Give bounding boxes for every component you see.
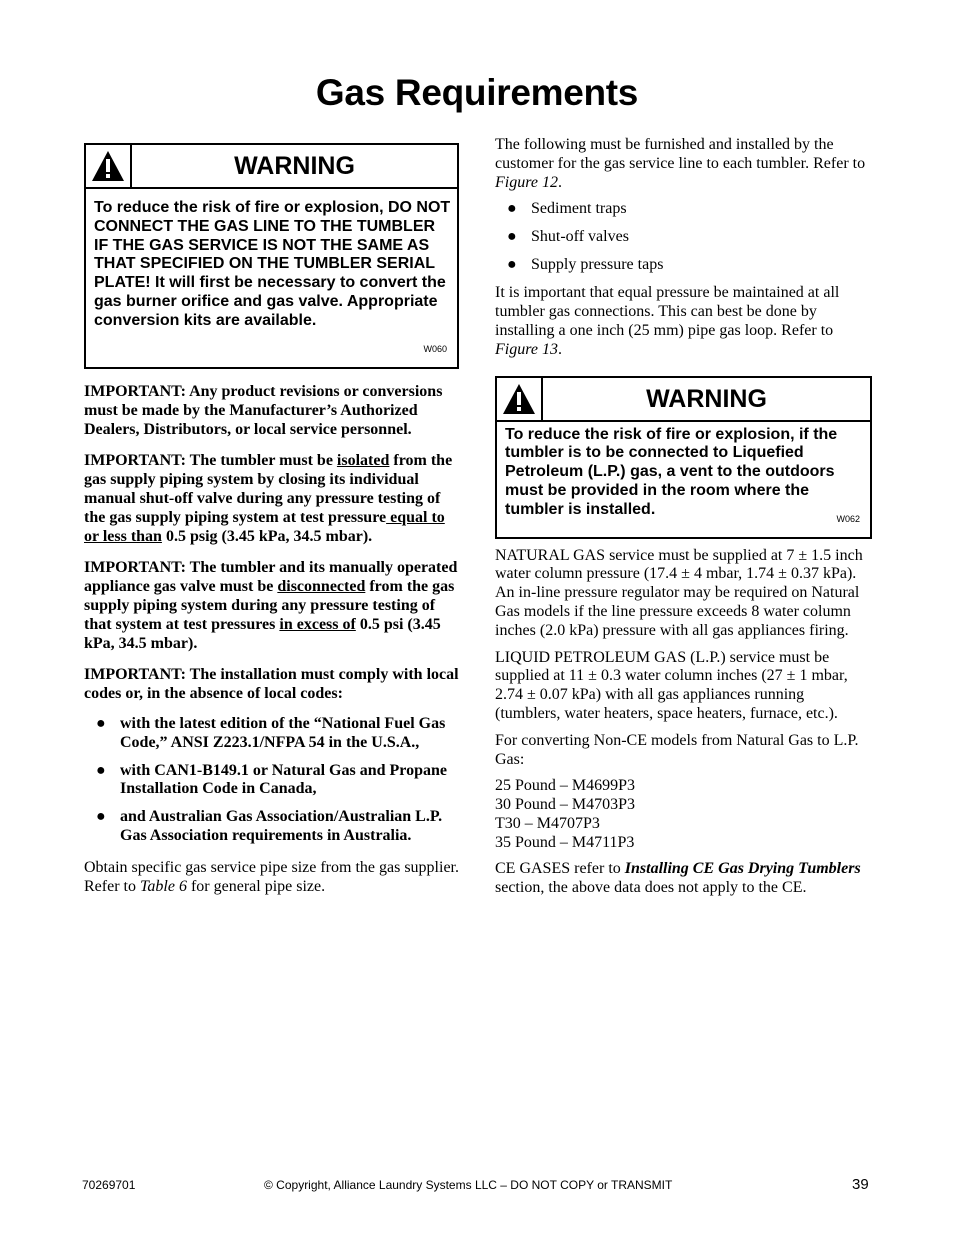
- furnished-intro: The following must be furnished and installed by the customer for the gas service line to each tumbler. Refer to Figure 12.: [495, 136, 866, 191]
- warning-triangle-icon: [86, 145, 132, 187]
- warning-code: W062: [836, 513, 860, 524]
- warning-box-w060: [84, 143, 459, 369]
- natural-gas-spec: NATURAL GAS service must be supplied at 7 ± 1.5 inch water column pressure (17.4 ± 4 mbar, 1.74 ± 0.37 kPa). An in-line pressure regulator may be required on Natural Gas models if the line pressure exceeds 8 water column inches (2.0 kPa) pressure with all gas appliances firing.: [495, 546, 863, 639]
- warning-text: To reduce the risk of fire or explosion, if the tumbler is to be connected to Liquefied Petroleum (L.P.) gas, a vent to the outdoors must be provided in the room where the tumbler is installed.: [505, 425, 838, 518]
- conversion-intro: For converting Non-CE models from Natural Gas to L.P. Gas:: [495, 731, 859, 768]
- warning-text: To reduce the risk of fire or explosion, DO NOT CONNECT THE GAS LINE TO THE TUMBLER IF THE GAS SERVICE IS NOT THE SAME AS THAT SPECIFIED ON THE TUMBLER SERIAL PLATE! It will first be necessary to convert the gas burner orifice and gas valve. Appropriate conversion kits are available.: [94, 199, 451, 329]
- right-column: [495, 136, 872, 911]
- footer-copyright: © Copyright, Alliance Laundry Systems LLC – DO NOT COPY or TRANSMIT: [264, 1178, 673, 1192]
- bullet-icon: ●: [96, 808, 106, 826]
- list-item: T30 – M4707P3: [495, 814, 600, 832]
- bullet-icon: ●: [507, 228, 517, 246]
- warning-box-w062: [495, 376, 872, 539]
- conversion-kit-list: [495, 777, 872, 852]
- warning-title: WARNING: [646, 384, 767, 413]
- footer-doc-number: 70269701: [82, 1178, 136, 1192]
- warning-header: [497, 378, 870, 422]
- bullet-icon: ●: [507, 256, 517, 274]
- important-codes: IMPORTANT: The installation must comply with local codes or, in the absence of local codes:: [84, 666, 459, 703]
- figure-13-ref[interactable]: Figure 13: [495, 340, 558, 358]
- important-revisions: IMPORTANT: Any product revisions or conversions must be made by the Manufacturer’s Authorized Dealers, Distributors, or local service personnel.: [84, 383, 443, 438]
- warning-code: W060: [423, 344, 447, 355]
- list-item: ● with CAN1-B149.1 or Natural Gas and Propane Installation Code in Canada,: [96, 761, 447, 798]
- page-number: 39: [852, 1176, 869, 1193]
- left-column: [84, 143, 459, 909]
- list-item: 35 Pound – M4711P3: [495, 833, 635, 851]
- list-item: ● Supply pressure taps: [507, 256, 664, 274]
- equal-pressure-note: It is important that equal pressure be maintained at all tumbler gas connections. This can best be done by installing a one inch (25 mm) pipe gas loop. Refer to Figure 13.: [495, 284, 840, 358]
- warning-header: [86, 145, 457, 189]
- bullet-icon: ●: [96, 714, 106, 732]
- list-item: 30 Pound – M4703P3: [495, 796, 636, 814]
- lp-gas-spec: LIQUID PETROLEUM GAS (L.P.) service must be supplied at 11 ± 0.3 water column inches (27 ± 1 mbar, 2.74 ± 0.07 kPa) with all gas appliances running (tumblers, water heaters, space heaters, furnace, etc.).: [495, 648, 848, 722]
- page-title: Gas Requirements: [315, 72, 639, 113]
- bullet-icon: ●: [96, 761, 106, 779]
- bullet-icon: ●: [507, 200, 517, 218]
- local-codes-list: [84, 715, 459, 846]
- list-item: 25 Pound – M4699P3: [495, 777, 636, 795]
- list-item: ● Shut-off valves: [507, 228, 629, 246]
- figure-12-ref[interactable]: Figure 12: [495, 173, 558, 191]
- list-item: ● and Australian Gas Association/Australian L.P. Gas Association requirements in Australia.: [96, 808, 443, 844]
- furnished-list: [495, 200, 872, 275]
- important-isolated: IMPORTANT: The tumbler must be isolated from the gas supply piping system by closing its individual manual shut-off valve during any pressure testing of the gas supply piping system at test pressure equal to or less than 0.5 psig (3.45 kPa, 34.5 mbar).: [84, 452, 453, 545]
- ce-section-ref[interactable]: Installing CE Gas Drying Tumblers: [624, 860, 861, 878]
- list-item: ● with the latest edition of the “National Fuel Gas Code,” ANSI Z223.1/NFPA 54 in the U.S.A.,: [96, 714, 446, 751]
- list-item: ● Sediment traps: [507, 200, 627, 218]
- ce-gases-note: CE GASES refer to Installing CE Gas Drying Tumblers section, the above data does not apply to the CE.: [495, 860, 861, 897]
- warning-triangle-icon: [497, 378, 543, 420]
- pipe-size-note: Obtain specific gas service pipe size from the gas supplier. Refer to Table 6 for general pipe size.: [84, 858, 459, 895]
- warning-title: WARNING: [234, 152, 355, 180]
- important-disconnected: IMPORTANT: The tumbler and its manually operated appliance gas valve must be disconnected from the gas supply piping system during any pressure testing of that system at test pressures in excess of 0.5 psi (3.45 kPa, 34.5 mbar).: [84, 559, 458, 652]
- table-6-ref[interactable]: Table 6: [139, 877, 187, 895]
